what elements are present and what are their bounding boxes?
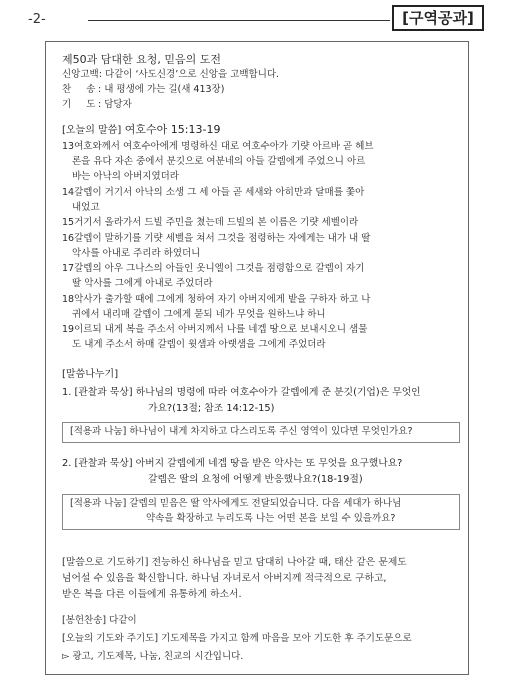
prayer-label: 기 도 (62, 99, 96, 110)
verse-line: 바는 아낙의 아버지였더라 (72, 171, 179, 182)
verse-line: 15거기서 올라가서 드빌 주민을 쳤는데 드빌의 본 이름은 기럇 세벨이라 (62, 217, 359, 228)
closing-prayer-line2: 넘어설 수 있음을 확신합니다. 하나님 자녀로서 아버지께 적극적으로 구하고, (62, 573, 387, 584)
announcement-line: ▻ 광고, 기도제목, 나눔, 친교의 시간입니다. (62, 651, 244, 662)
verse-line: 딸 악사를 그에게 아내로 주었더라 (72, 278, 213, 289)
question-2-line2: 갈렙은 딸의 요청에 어떻게 반응했나요?(18-19절) (148, 474, 363, 485)
hymn-label: 찬 송 (62, 84, 96, 95)
application-2-line1: 갈렙의 믿음은 딸 악사에게도 전달되었습니다. 다음 세대가 하나님 (126, 498, 402, 509)
verse-line: 도 내게 주소서 하매 갈렙이 윗샘과 아랫샘을 그에게 주었더라 (72, 339, 326, 350)
application-2 (70, 497, 401, 511)
confession-line (62, 68, 279, 82)
scripture-reference: 여호수아 15:13-19 (121, 123, 221, 136)
confession-text: : 다같이 ‘사도신경’으로 신앙을 고백합니다. (98, 69, 280, 80)
application-2-label: [적용과 나눔] (70, 498, 127, 509)
scripture-label: [오늘의 말씀] (62, 125, 122, 136)
question-2-line1: 아버지 갈렙에게 네겝 땅을 받은 악사는 또 무엇을 요구했나요? (132, 458, 403, 469)
hymn-line (62, 83, 224, 97)
closing-prayer-line1 (62, 556, 407, 570)
verse-line: 16갈렙이 말하기를 기럇 세벨을 쳐서 그것을 점령하는 자에게는 내가 내 딸 (62, 233, 371, 244)
question-2 (62, 456, 402, 471)
verse-line: 귀에서 내리매 갈렙이 그에게 묻되 네가 무엇을 원하느냐 하니 (72, 309, 326, 320)
verse-line: 론을 유다 자손 중에서 분깃으로 여분네의 아들 갈렙에게 주었으니 아르 (72, 156, 366, 167)
offering-line (62, 614, 137, 628)
closing-prayer-label: [말씀으로 기도하기] (62, 557, 149, 568)
application-1-text: 하나님이 내게 차지하고 다스리도록 주신 영역이 있다면 무엇인가요? (126, 426, 413, 437)
question-1 (62, 385, 421, 400)
application-1 (70, 425, 413, 439)
question-1-line1: 하나님의 명령에 따라 여호수아가 갈렙에게 준 분깃(기업)은 무엇인 (132, 387, 421, 398)
verse-line: 19이르되 내게 복을 주소서 아버지께서 나를 네겝 땅으로 보내시오니 샘물 (62, 324, 368, 335)
closing-prayer-instruction (62, 632, 412, 646)
offering-text: 다같이 (106, 615, 137, 626)
closing-prayer-line3: 받은 복을 다른 이들에게 유통하게 하소서. (62, 589, 242, 600)
verse-line: 17갈렙의 아우 그나스의 아들인 옷니엘이 그것을 점령함으로 갈렙이 자기 (62, 263, 365, 274)
section-badge: [구역공과] (392, 5, 484, 31)
verse-line: 14갈렙이 거기서 아낙의 소생 그 세 아들 곧 세새와 아히만과 달매를 쫓아 (62, 187, 365, 198)
question-1-prefix: 1. [관찰과 묵상] (62, 387, 133, 398)
verse-line: 악사를 아내로 주리라 하였더니 (72, 248, 201, 259)
today-prayer-label: [오늘의 기도와 주기도] (62, 633, 159, 644)
application-1-label: [적용과 나눔] (70, 426, 127, 437)
question-1-line2: 가요?(13절; 참조 14:12-15) (148, 403, 275, 414)
page-number: -2- (28, 12, 46, 27)
closing-prayer-text-1: 전능하신 하나님을 믿고 담대히 나아갈 때, 태산 같은 문제도 (148, 557, 407, 568)
verse-line: 13여호와께서 여호수아에게 명령하신 대로 여호수아가 기럇 아르바 곧 헤브 (62, 141, 374, 152)
prayer-text: : 담당자 (98, 99, 132, 110)
offering-label: [봉헌찬송] (62, 615, 107, 626)
scripture-heading (62, 123, 220, 138)
application-2-line2: 약속을 확장하고 누리도록 나는 어떤 본을 보일 수 있을까요? (146, 513, 396, 524)
sharing-label: [말씀나누기] (62, 369, 119, 380)
confession-label: 신앙고백 (62, 69, 99, 80)
hymn-text: : 내 평생에 가는 길(새 413장) (98, 84, 225, 95)
lesson-title: 제50과 담대한 요청, 믿음의 도전 (62, 53, 221, 66)
prayer-line (62, 98, 132, 112)
question-2-prefix: 2. [관찰과 묵상] (62, 458, 133, 469)
verse-line: 18악사가 출가할 때에 그에게 청하여 자기 아버지에게 밭을 구하자 하고 나 (62, 294, 371, 305)
verse-line: 내었고 (72, 202, 100, 213)
today-prayer-text: 기도제목을 가지고 함께 마음을 모아 기도한 후 주기도문으로 (158, 633, 412, 644)
header-rule (88, 20, 390, 21)
